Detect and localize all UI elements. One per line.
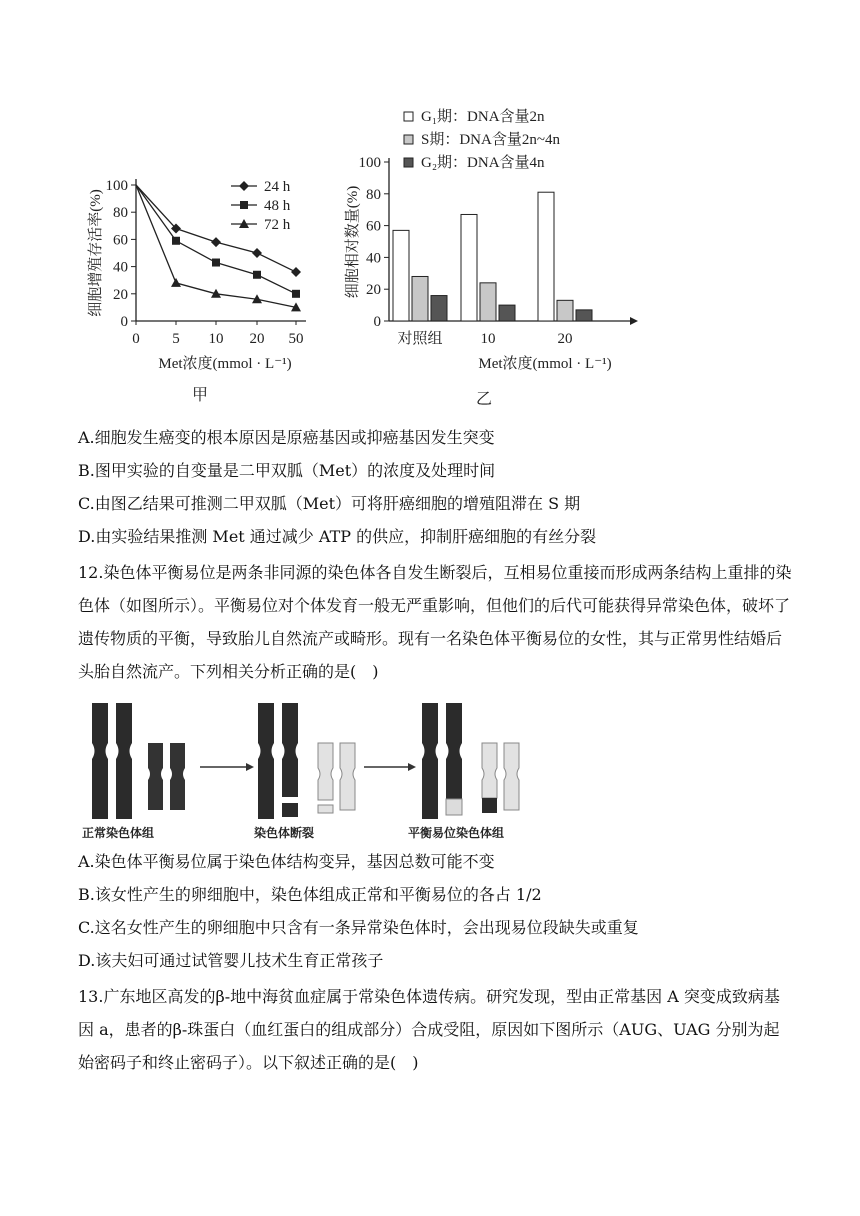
x-tick-label: 0 bbox=[132, 331, 140, 347]
y-tick-label: 0 bbox=[120, 314, 128, 330]
data-point bbox=[292, 290, 300, 298]
legend-label: S期：DNA含量2n~4n bbox=[421, 132, 560, 148]
x-axis-label: Met浓度(mmol · L⁻¹) bbox=[478, 356, 612, 372]
figure-label-broken: 染色体断裂 bbox=[254, 826, 315, 840]
y-axis-label: 细胞增殖存活率(%) bbox=[88, 189, 104, 317]
q12-option-a: A.染色体平衡易位属于染色体结构变异，基因总数可能不变 bbox=[78, 852, 495, 871]
legend-swatch bbox=[404, 135, 413, 144]
y-tick-label: 100 bbox=[105, 178, 128, 194]
y-tick-label: 20 bbox=[113, 286, 128, 303]
panel-label-yi: 乙 bbox=[475, 391, 493, 408]
panel-label-jia: 甲 bbox=[191, 387, 209, 404]
broken-chromosome-group bbox=[258, 703, 355, 819]
x-tick-label: 20 bbox=[249, 331, 265, 347]
chromosome-translocation-figure bbox=[60, 695, 560, 845]
bar bbox=[480, 283, 496, 321]
y-tick-label: 60 bbox=[366, 218, 381, 235]
bar bbox=[499, 305, 515, 321]
bar bbox=[431, 296, 447, 321]
q11-option-d: D.由实验结果推测 Met 通过减少 ATP 的供应，抑制肝癌细胞的有丝分裂 bbox=[78, 527, 597, 546]
bar bbox=[538, 192, 554, 321]
q12-option-d: D.该夫妇可通过试管婴儿技术生育正常孩子 bbox=[78, 951, 384, 970]
legend-label: G₂期：DNA含量4n bbox=[421, 155, 545, 171]
legend-label: 72 h bbox=[264, 217, 291, 233]
data-point bbox=[239, 181, 249, 191]
x-axis-label: Met浓度(mmol · L⁻¹) bbox=[158, 356, 292, 372]
data-point bbox=[253, 271, 261, 279]
q11-option-b: B.图甲实验的自变量是二甲双胍（Met）的浓度及处理时间 bbox=[78, 461, 496, 480]
y-tick-label: 80 bbox=[366, 186, 381, 203]
bar bbox=[576, 310, 592, 321]
figure-label-normal: 正常染色体组 bbox=[82, 826, 155, 840]
q13-stem: 13.广东地区高发的β-地中海贫血症属于常染色体遗传病。研究发现，型由正常基因 A 突变成致病基因 a，患者的β-珠蛋白（血红蛋白的组成部分）合成受阻，原因如下图所示（AUG、UAG 分别为起始密码子和终止密码子）。以下叙述正确的是( ) bbox=[78, 987, 780, 1072]
data-point bbox=[171, 278, 181, 287]
data-point bbox=[291, 267, 301, 277]
x-tick-label: 10 bbox=[480, 331, 496, 347]
x-axis-arrow bbox=[630, 317, 638, 325]
bar-chart-yi bbox=[344, 108, 638, 408]
bar bbox=[412, 276, 428, 321]
y-tick-label: 80 bbox=[113, 205, 128, 222]
y-tick-label: 60 bbox=[113, 232, 128, 249]
x-tick-label: 10 bbox=[208, 331, 224, 347]
y-tick-label: 0 bbox=[373, 314, 381, 330]
y-tick-label: 20 bbox=[366, 282, 381, 299]
series-2 bbox=[404, 154, 592, 321]
y-tick-label: 40 bbox=[113, 259, 128, 276]
normal-chromosome-group bbox=[92, 703, 185, 819]
legend-label: 24 h bbox=[264, 179, 291, 195]
data-point bbox=[252, 248, 262, 258]
figure-charts bbox=[0, 0, 860, 415]
bar bbox=[461, 214, 477, 321]
q11-option-a: A.细胞发生癌变的根本原因是原癌基因或抑癌基因发生突变 bbox=[78, 428, 495, 447]
x-tick-label: 对照组 bbox=[397, 331, 443, 347]
y-axis-label: 细胞相对数量(%) bbox=[345, 185, 361, 299]
q11-option-c: C.由图乙结果可推测二甲双胍（Met）可将肝癌细胞的增殖阻滞在 S 期 bbox=[78, 494, 581, 513]
bar bbox=[557, 300, 573, 321]
bar bbox=[393, 230, 409, 321]
data-point bbox=[240, 201, 248, 209]
x-tick-label: 20 bbox=[557, 331, 573, 347]
q12-stem: 12.染色体平衡易位是两条非同源的染色体各自发生断裂后，互相易位重接而形成两条结构上重排的染色体（如图所示）。平衡易位对个体发育一般无严重影响，但他们的后代可能获得异常染色体，破坏了遗传物质的平衡，导致胎儿自然流产或畸形。现有一名染色体平衡易位的女性，其与正常男性结婚后头胎自然流产。下列相关分析正确的是( ) bbox=[78, 563, 792, 681]
legend-label: G₁期：DNA含量2n bbox=[421, 109, 545, 125]
data-point bbox=[212, 259, 220, 267]
y-tick-label: 40 bbox=[366, 250, 381, 267]
x-tick-label: 50 bbox=[288, 331, 304, 347]
figure-label-translocation: 平衡易位染色体组 bbox=[408, 826, 505, 840]
y-tick-label: 100 bbox=[358, 155, 381, 171]
data-point bbox=[211, 237, 221, 247]
data-point bbox=[172, 237, 180, 245]
legend-label: 48 h bbox=[264, 198, 291, 214]
legend-swatch bbox=[404, 112, 413, 121]
line-chart-jia bbox=[86, 178, 306, 404]
legend-swatch bbox=[404, 158, 413, 167]
q12-option-b: B.该女性产生的卵细胞中，染色体组成正常和平衡易位的各占 1/2 bbox=[78, 885, 542, 904]
q12-option-c: C.这名女性产生的卵细胞中只含有一条异常染色体时，会出现易位段缺失或重复 bbox=[78, 918, 639, 937]
translocation-chromosome-group bbox=[422, 703, 519, 819]
x-tick-label: 5 bbox=[172, 331, 180, 347]
